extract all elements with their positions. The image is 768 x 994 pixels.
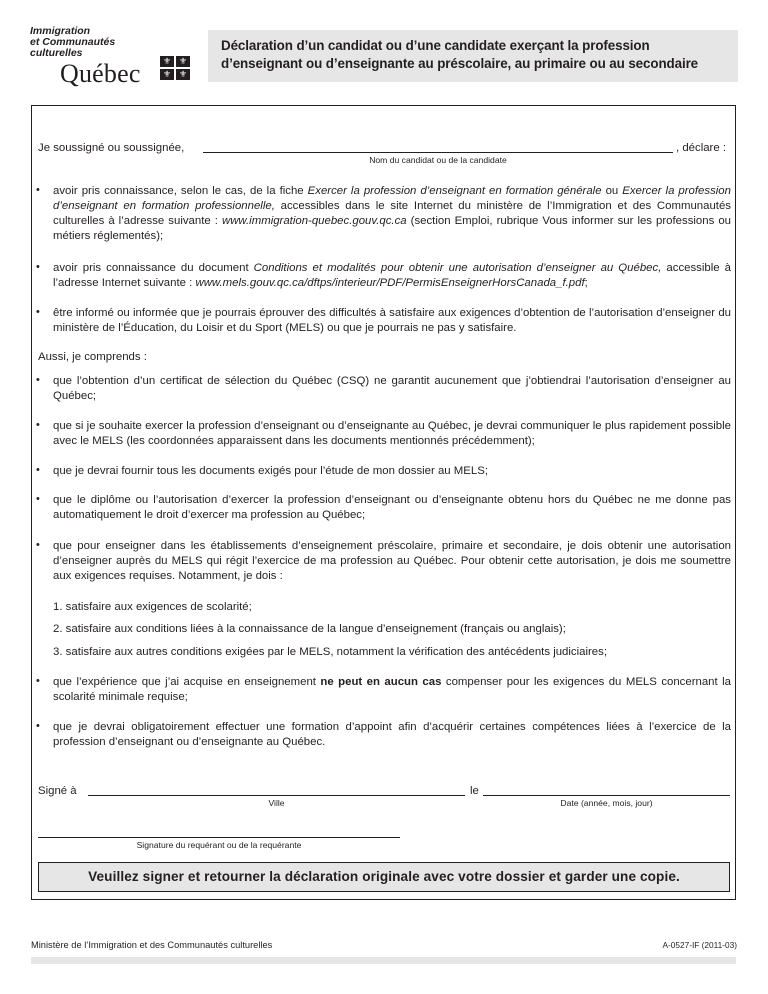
understand-item-1: que l’obtention d’un certificat de sélection du Québec (CSQ) ne garantit aucunement que j’obtiendrai l’autorisation d’enseigner au Québec; [53,375,731,402]
understand-item-5: que pour enseigner dans les établissements d’enseignement préscolaire, primaire et secondaire, je dois obtenir une autorisation d’enseigner auprès du MELS qui régit l’exercice de ma profession au Québec. Pour obtenir cette autorisation, je dois me soumettre aux exigences requises. Notamment, je dois : [53,540,731,582]
candidate-name-field[interactable] [203,152,673,153]
declaration-item-3: être informé ou informée que je pourrais éprouver des difficultés à satisfaire aux exigences d’obtention de l’autorisation d’enseigner du ministère de l’Éducation, du Loisir et du Sport (MELS) ou que je pourrais ne pas y satisfaire. [53,307,731,334]
logo-line-1: Immigration [30,25,91,37]
fleur-de-lis-icon: ⚜ [160,56,174,67]
date-caption: Date (année, mois, jour) [560,798,653,808]
understand-item-3: que je devrai fournir tous les documents exigés pour l’étude de mon dossier au MELS; [53,465,488,477]
city-field[interactable] [88,795,465,796]
fleur-de-lis-icon: ⚜ [176,56,190,67]
bullet: • [36,539,40,551]
understand-item-6: que l’expérience que j’ai acquise en enseignement ne peut en aucun cas compenser pour les exigences du MELS concernant la scolarité minimale requise; [53,676,731,703]
candidate-name-caption: Nom du candidat ou de la candidate [369,155,507,165]
understand-item-4: que le diplôme ou l’autorisation d’exercer la profession d’enseignant ou d’enseignante obtenu hors du Québec ne me donne pas automatiquement le droit d’exercer ma profession au Québec; [53,494,731,521]
footer-ministry: Ministère de l’Immigration et des Communautés culturelles [31,940,273,950]
declarant-prefix: Je soussigné ou soussignée, [38,142,185,154]
bullet: • [36,675,40,687]
signed-at-label: Signé à [38,785,77,797]
logo-line-3: culturelles [30,47,83,59]
logo-quebec-name: Québec [60,59,141,88]
bullet: • [36,419,40,431]
aussi-heading: Aussi, je comprends : [38,351,147,363]
bullet: • [36,184,40,196]
bullet: • [36,493,40,505]
requirement-1: 1. satisfaire aux exigences de scolarité; [53,601,252,613]
city-caption: Ville [268,798,285,808]
bullet: • [36,306,40,318]
form-title-line-1: Déclaration d’un candidat ou d’une candidate exerçant la profession [221,38,650,53]
understand-item-2: que si je souhaite exercer la profession d’enseignant ou d’enseignante au Québec, je devrai communiquer le plus rapidement possible avec le MELS (les coordonnées apparaissent dans les documents mentionnés précédemment); [53,420,731,447]
form-title [221,37,698,73]
quebec-logo [30,26,200,88]
bullet: • [36,720,40,732]
date-field[interactable] [483,795,730,796]
logo-line-2: et Communautés [30,36,116,48]
declarant-suffix: , déclare : [676,142,727,154]
fleur-de-lis-icon: ⚜ [160,69,174,80]
signature-caption: Signature du requérant ou de la requérante [136,840,302,850]
bullet: • [36,374,40,386]
bullet: • [36,261,40,273]
date-label: le [470,785,479,797]
return-instructions-notice: Veuillez signer et retourner la déclaration originale avec votre dossier et garder une copie. [38,862,730,892]
footer-bar [31,957,736,964]
requirement-2: 2. satisfaire aux conditions liées à la connaissance de la langue d’enseignement (français ou anglais); [53,623,566,635]
fleur-de-lis-icon: ⚜ [176,69,190,80]
form-header [208,30,738,82]
bullet: • [36,464,40,476]
form-code: A-0527-IF (2011-03) [662,940,737,950]
declaration-item-2: avoir pris connaissance du document Conditions et modalités pour obtenir une autorisation d’enseigner au Québec, accessible à l’adresse Internet suivante : www.mels.gouv.qc.ca/dftps/interieur/PDF/PermisEnseignerHorsCanada_f.pdf; [53,262,731,289]
understand-item-7: que je devrai obligatoirement effectuer une formation d’appoint afin d’acquérir certaines compétences liées à l’exercice de la profession d’enseignant ou d’enseignante au Québec. [53,721,731,748]
form-title-line-2: d’enseignant ou d’enseignante au préscolaire, au primaire ou au secondaire [221,56,699,71]
requirement-3: 3. satisfaire aux autres conditions exigées par le MELS, notamment la vérification des antécédents judiciaires; [53,646,608,658]
declaration-item-1: avoir pris connaissance, selon le cas, de la fiche Exercer la profession d’enseignant en formation générale ou Exercer la profession d’enseignant en formation professionnelle, accessibles dans le site Internet du ministère de l’Immigration et des Communautés culturelles à l’adresse suivante : www.immigration-quebec.gouv.qc.ca (section Emploi, rubrique Vous informer sur les professions ou métiers réglementés); [53,185,731,242]
signature-field[interactable] [38,837,400,838]
fleurdelise-flag-icon [160,56,198,86]
